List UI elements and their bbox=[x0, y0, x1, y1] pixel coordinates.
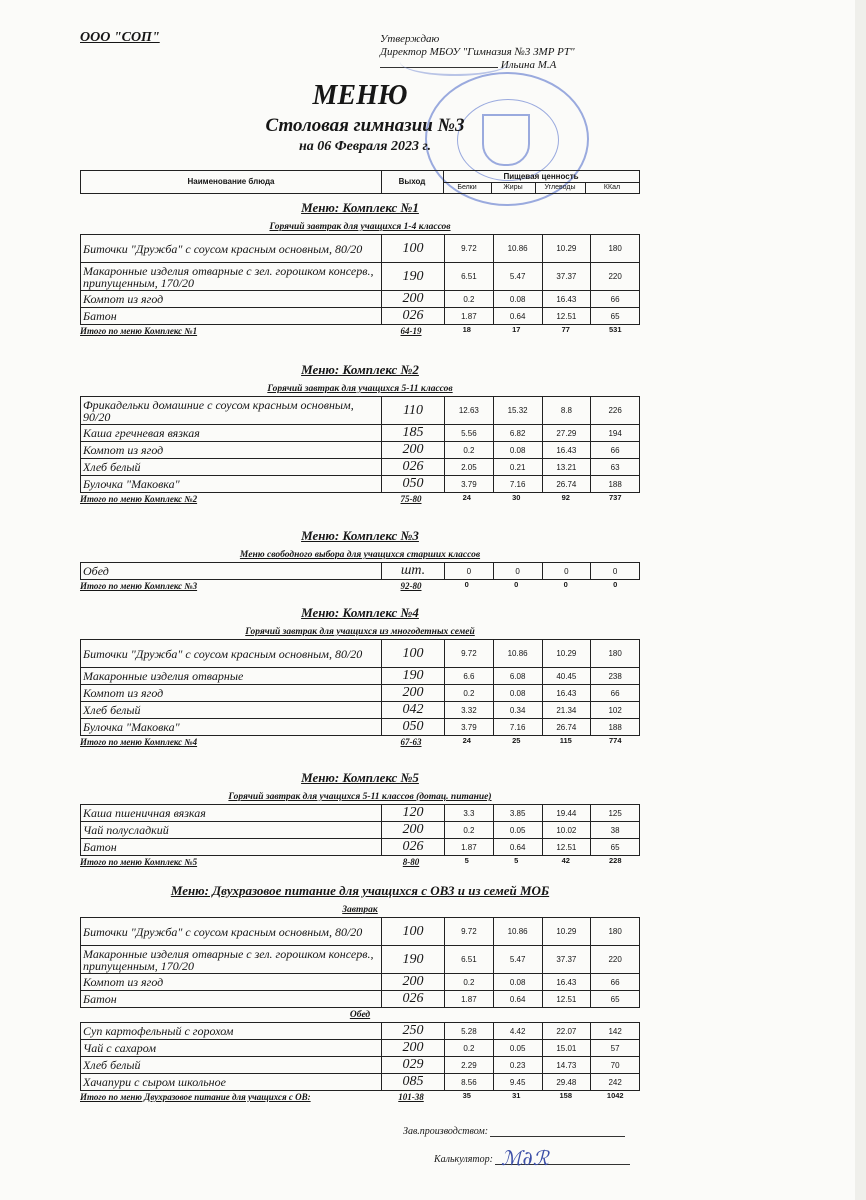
protein-value: 0.2 bbox=[445, 685, 494, 702]
fat-value: 15.32 bbox=[493, 397, 542, 425]
protein-value: 5.28 bbox=[445, 1023, 494, 1040]
dish-name: Биточки "Дружба" с соусом красным основным, 80/20 bbox=[81, 235, 382, 263]
dish-output: 110 bbox=[382, 397, 445, 425]
kcal-value: 65 bbox=[591, 839, 640, 856]
table-row bbox=[81, 640, 640, 668]
kcal-value: 66 bbox=[591, 291, 640, 308]
production-label: Зав.производством: bbox=[403, 1126, 489, 1137]
calculator-signature: ℳ∂ℛ bbox=[500, 1146, 549, 1170]
table-row bbox=[81, 702, 640, 719]
carbs-value: 22.07 bbox=[542, 1023, 591, 1040]
fat-value: 0.05 bbox=[493, 822, 542, 839]
protein-value: 3.3 bbox=[445, 805, 494, 822]
dish-table bbox=[80, 396, 640, 493]
dish-name: Хлеб белый bbox=[81, 702, 382, 719]
table-row bbox=[81, 1074, 640, 1091]
fat-value: 10.86 bbox=[493, 918, 542, 946]
fat-value: 0.08 bbox=[493, 974, 542, 991]
carbs-value: 40.45 bbox=[542, 668, 591, 685]
fat-value: 4.42 bbox=[493, 1023, 542, 1040]
protein-value: 9.72 bbox=[445, 640, 494, 668]
total-price: 101-38 bbox=[398, 1092, 424, 1102]
dish-output: 050 bbox=[382, 719, 445, 736]
total-carbs: 158 bbox=[559, 1091, 572, 1100]
dish-output: 085 bbox=[382, 1074, 445, 1091]
protein-value: 12.63 bbox=[445, 397, 494, 425]
table-row bbox=[81, 235, 640, 263]
dish-output: шт. bbox=[382, 563, 445, 580]
dish-name: Компот из ягод bbox=[81, 685, 382, 702]
carbs-value: 37.37 bbox=[542, 263, 591, 291]
dish-name: Батон bbox=[81, 839, 382, 856]
menu-section bbox=[80, 882, 640, 1103]
dish-name: Суп картофельный с горохом bbox=[81, 1023, 382, 1040]
header-output: Выход bbox=[381, 171, 444, 193]
page-edge bbox=[855, 0, 866, 1200]
fat-value: 9.45 bbox=[493, 1074, 542, 1091]
protein-value: 3.79 bbox=[445, 476, 494, 493]
table-row bbox=[81, 974, 640, 991]
dish-name: Булочка "Маковка" bbox=[81, 719, 382, 736]
dish-name: Обед bbox=[81, 563, 382, 580]
carbs-value: 37.37 bbox=[542, 946, 591, 974]
dish-output: 200 bbox=[382, 974, 445, 991]
carbs-value: 16.43 bbox=[542, 685, 591, 702]
carbs-value: 27.29 bbox=[542, 425, 591, 442]
total-fat: 31 bbox=[512, 1091, 521, 1100]
kcal-value: 63 bbox=[591, 459, 640, 476]
dish-output: 026 bbox=[382, 308, 445, 325]
table-row bbox=[81, 397, 640, 425]
total-protein: 24 bbox=[462, 736, 471, 745]
dish-name: Чай с сахаром bbox=[81, 1040, 382, 1057]
table-row bbox=[81, 308, 640, 325]
table-row bbox=[81, 918, 640, 946]
kcal-value: 66 bbox=[591, 974, 640, 991]
dish-output: 190 bbox=[382, 263, 445, 291]
protein-value: 0.2 bbox=[445, 822, 494, 839]
section-subtitle: Обед bbox=[349, 1010, 371, 1020]
carbs-value: 29.48 bbox=[542, 1074, 591, 1091]
table-row bbox=[81, 1023, 640, 1040]
fat-value: 7.16 bbox=[493, 476, 542, 493]
approve-line: Директор МБОУ "Гимназия №3 ЗМР РТ" bbox=[380, 46, 575, 58]
header-nutrition: Пищевая ценность bbox=[443, 171, 639, 183]
carbs-value: 10.29 bbox=[542, 235, 591, 263]
total-fat: 5 bbox=[514, 856, 519, 865]
fat-value: 0 bbox=[493, 563, 542, 580]
carbs-value: 19.44 bbox=[542, 805, 591, 822]
kcal-value: 188 bbox=[591, 476, 640, 493]
fat-value: 0.08 bbox=[493, 291, 542, 308]
protein-value: 3.32 bbox=[445, 702, 494, 719]
dish-name: Биточки "Дружба" с соусом красным основным, 80/20 bbox=[81, 918, 382, 946]
dish-output: 100 bbox=[382, 918, 445, 946]
dish-output: 100 bbox=[382, 235, 445, 263]
menu-title: МЕНЮ bbox=[312, 80, 408, 111]
fat-value: 0.08 bbox=[493, 685, 542, 702]
total-protein: 24 bbox=[462, 493, 471, 502]
dish-name: Каша гречневая вязкая bbox=[81, 425, 382, 442]
table-row bbox=[81, 291, 640, 308]
total-label: Итого по меню Двухразовое питание для учащихся с ОВ: bbox=[80, 1092, 311, 1102]
header-protein: Белки bbox=[443, 182, 492, 193]
dish-name: Макаронные изделия отварные с зел. горошком консерв., припущенным, 170/20 bbox=[81, 946, 382, 974]
dish-name: Компот из ягод bbox=[81, 442, 382, 459]
carbs-value: 26.74 bbox=[542, 476, 591, 493]
fat-value: 10.86 bbox=[493, 640, 542, 668]
total-carbs: 0 bbox=[563, 580, 568, 589]
dish-table bbox=[80, 804, 640, 856]
total-label: Итого по меню Комплекс №4 bbox=[80, 737, 198, 747]
carbs-value: 12.51 bbox=[542, 839, 591, 856]
dish-name: Макаронные изделия отварные bbox=[81, 668, 382, 685]
dish-output: 100 bbox=[382, 640, 445, 668]
dish-output: 190 bbox=[382, 946, 445, 974]
total-protein: 0 bbox=[464, 580, 469, 589]
protein-value: 1.87 bbox=[445, 839, 494, 856]
dish-output: 029 bbox=[382, 1057, 445, 1074]
dish-table bbox=[80, 234, 640, 325]
dish-table bbox=[80, 1022, 640, 1091]
fat-value: 0.08 bbox=[493, 442, 542, 459]
fat-value: 5.47 bbox=[493, 946, 542, 974]
header-carbs: Углеводы bbox=[535, 182, 586, 193]
canteen-title: Столовая гимназии №3 bbox=[265, 115, 465, 136]
director-name: Ильина М.А bbox=[500, 59, 557, 71]
kcal-value: 102 bbox=[591, 702, 640, 719]
kcal-value: 65 bbox=[591, 308, 640, 325]
section-title: Меню: Комплекс №3 bbox=[301, 528, 419, 543]
protein-value: 1.87 bbox=[445, 308, 494, 325]
protein-value: 9.72 bbox=[445, 918, 494, 946]
total-price: 75-80 bbox=[400, 494, 422, 504]
dish-output: 200 bbox=[382, 442, 445, 459]
carbs-value: 0 bbox=[542, 563, 591, 580]
protein-value: 6.51 bbox=[445, 946, 494, 974]
header-kcal: ККал bbox=[603, 184, 621, 191]
table-row bbox=[81, 459, 640, 476]
carbs-value: 10.29 bbox=[542, 640, 591, 668]
menu-date: на 06 Февраля 2023 г. bbox=[298, 139, 432, 154]
total-price: 67-63 bbox=[400, 737, 422, 747]
header-dish-name: Наименование блюда bbox=[81, 171, 382, 193]
dish-output: 200 bbox=[382, 822, 445, 839]
dish-output: 185 bbox=[382, 425, 445, 442]
section-subtitle: Горячий завтрак для учащихся 5-11 классов (дотац. питание) bbox=[228, 792, 492, 802]
carbs-value: 10.02 bbox=[542, 822, 591, 839]
dish-table bbox=[80, 562, 640, 580]
protein-value: 2.29 bbox=[445, 1057, 494, 1074]
dish-table bbox=[80, 917, 640, 1008]
carbs-value: 15.01 bbox=[542, 1040, 591, 1057]
kcal-value: 66 bbox=[591, 442, 640, 459]
total-price: 64-19 bbox=[400, 326, 422, 336]
protein-value: 0.2 bbox=[445, 1040, 494, 1057]
dish-output: 200 bbox=[382, 1040, 445, 1057]
calculator-line bbox=[434, 1146, 630, 1170]
total-label: Итого по меню Комплекс №3 bbox=[80, 581, 198, 591]
fat-value: 0.21 bbox=[493, 459, 542, 476]
fat-value: 5.47 bbox=[493, 263, 542, 291]
table-row bbox=[81, 1040, 640, 1057]
total-carbs: 115 bbox=[559, 736, 572, 745]
menu-section bbox=[80, 199, 640, 337]
dish-output: 050 bbox=[382, 476, 445, 493]
kcal-value: 220 bbox=[591, 946, 640, 974]
fat-value: 0.34 bbox=[493, 702, 542, 719]
kcal-value: 180 bbox=[591, 918, 640, 946]
menu-section bbox=[80, 361, 640, 505]
total-fat: 0 bbox=[514, 580, 519, 589]
calculator-label: Калькулятор: bbox=[434, 1154, 493, 1165]
protein-value: 1.87 bbox=[445, 991, 494, 1008]
protein-value: 3.79 bbox=[445, 719, 494, 736]
table-row bbox=[81, 946, 640, 974]
fat-value: 6.82 bbox=[493, 425, 542, 442]
carbs-value: 12.51 bbox=[542, 308, 591, 325]
kcal-value: 66 bbox=[591, 685, 640, 702]
total-label: Итого по меню Комплекс №5 bbox=[80, 857, 198, 867]
total-kcal: 531 bbox=[608, 325, 622, 334]
section-total bbox=[80, 325, 640, 337]
header-fat: Жиры bbox=[491, 182, 536, 193]
dish-output: 190 bbox=[382, 668, 445, 685]
protein-value: 2.05 bbox=[445, 459, 494, 476]
dish-name: Биточки "Дружба" с соусом красным основным, 80/20 bbox=[81, 640, 382, 668]
dish-name: Компот из ягод bbox=[81, 291, 382, 308]
fat-value: 7.16 bbox=[493, 719, 542, 736]
dish-name: Каша пшеничная вязкая bbox=[81, 805, 382, 822]
carbs-value: 14.73 bbox=[542, 1057, 591, 1074]
fat-value: 6.08 bbox=[493, 668, 542, 685]
carbs-value: 13.21 bbox=[542, 459, 591, 476]
dish-name: Батон bbox=[81, 308, 382, 325]
kcal-value: 65 bbox=[591, 991, 640, 1008]
dish-output: 042 bbox=[382, 702, 445, 719]
table-row bbox=[81, 991, 640, 1008]
approve-line: Утверждаю bbox=[380, 33, 440, 45]
fat-value: 0.05 bbox=[493, 1040, 542, 1057]
dish-name: Батон bbox=[81, 991, 382, 1008]
kcal-value: 226 bbox=[591, 397, 640, 425]
total-fat: 17 bbox=[512, 325, 521, 334]
protein-value: 0 bbox=[445, 563, 494, 580]
dish-name: Чай полусладкий bbox=[81, 822, 382, 839]
fat-value: 0.64 bbox=[493, 991, 542, 1008]
total-protein: 5 bbox=[464, 856, 469, 865]
section-subtitle: Горячий завтрак для учащихся 5-11 классов bbox=[267, 384, 453, 394]
kcal-value: 188 bbox=[591, 719, 640, 736]
dish-name: Булочка "Маковка" bbox=[81, 476, 382, 493]
dish-name: Фрикадельки домашние с соусом красным основным, 90/20 bbox=[81, 397, 382, 425]
fat-value: 0.23 bbox=[493, 1057, 542, 1074]
kcal-value: 142 bbox=[591, 1023, 640, 1040]
total-protein: 18 bbox=[462, 325, 471, 334]
total-kcal: 737 bbox=[608, 493, 622, 502]
menu-section bbox=[80, 769, 640, 868]
production-manager-line bbox=[403, 1126, 625, 1137]
table-row bbox=[81, 563, 640, 580]
total-carbs: 42 bbox=[561, 856, 570, 865]
carbs-value: 8.8 bbox=[542, 397, 591, 425]
carbs-value: 12.51 bbox=[542, 991, 591, 1008]
kcal-value: 238 bbox=[591, 668, 640, 685]
total-label: Итого по меню Комплекс №2 bbox=[80, 494, 198, 504]
protein-value: 6.51 bbox=[445, 263, 494, 291]
section-total bbox=[80, 1091, 640, 1103]
kcal-value: 180 bbox=[591, 640, 640, 668]
section-title: Меню: Комплекс №1 bbox=[301, 200, 419, 215]
fat-value: 0.64 bbox=[493, 308, 542, 325]
table-row bbox=[81, 839, 640, 856]
total-fat: 30 bbox=[512, 493, 521, 502]
dish-name: Хлеб белый bbox=[81, 459, 382, 476]
table-header bbox=[80, 170, 640, 194]
section-subtitle: Горячий завтрак для учащихся из многодетных семей bbox=[245, 627, 475, 637]
kcal-value: 180 bbox=[591, 235, 640, 263]
dish-output: 026 bbox=[382, 991, 445, 1008]
section-total bbox=[80, 580, 640, 592]
kcal-value: 0 bbox=[591, 563, 640, 580]
carbs-value: 26.74 bbox=[542, 719, 591, 736]
fat-value: 3.85 bbox=[493, 805, 542, 822]
table-row bbox=[81, 822, 640, 839]
fat-value: 0.64 bbox=[493, 839, 542, 856]
section-title: Меню: Комплекс №4 bbox=[301, 605, 419, 620]
total-label: Итого по меню Комплекс №1 bbox=[80, 326, 198, 336]
protein-value: 8.56 bbox=[445, 1074, 494, 1091]
carbs-value: 21.34 bbox=[542, 702, 591, 719]
menu-section bbox=[80, 604, 640, 748]
kcal-value: 70 bbox=[591, 1057, 640, 1074]
protein-value: 5.56 bbox=[445, 425, 494, 442]
kcal-value: 220 bbox=[591, 263, 640, 291]
section-title: Меню: Комплекс №2 bbox=[301, 362, 419, 377]
table-row bbox=[81, 685, 640, 702]
total-fat: 25 bbox=[512, 736, 521, 745]
dish-name: Компот из ягод bbox=[81, 974, 382, 991]
section-subtitle: Горячий завтрак для учащихся 1-4 классов bbox=[269, 222, 451, 232]
total-kcal: 1042 bbox=[606, 1091, 624, 1100]
kcal-value: 125 bbox=[591, 805, 640, 822]
kcal-value: 38 bbox=[591, 822, 640, 839]
dish-name: Макаронные изделия отварные с зел. горошком консерв., припущенным, 170/20 bbox=[81, 263, 382, 291]
table-row bbox=[81, 476, 640, 493]
kcal-value: 194 bbox=[591, 425, 640, 442]
dish-name: Хлеб белый bbox=[81, 1057, 382, 1074]
total-price: 92-80 bbox=[400, 581, 422, 591]
table-row bbox=[81, 1057, 640, 1074]
carbs-value: 10.29 bbox=[542, 918, 591, 946]
protein-value: 0.2 bbox=[445, 291, 494, 308]
section-subtitle: Завтрак bbox=[342, 905, 378, 915]
protein-value: 6.6 bbox=[445, 668, 494, 685]
total-carbs: 77 bbox=[561, 325, 570, 334]
dish-table bbox=[80, 639, 640, 736]
menu-section bbox=[80, 527, 640, 592]
dish-output: 250 bbox=[382, 1023, 445, 1040]
total-kcal: 0 bbox=[613, 580, 618, 589]
dish-output: 026 bbox=[382, 839, 445, 856]
fat-value: 10.86 bbox=[493, 235, 542, 263]
table-row bbox=[81, 263, 640, 291]
total-kcal: 228 bbox=[608, 856, 622, 865]
total-price: 8-80 bbox=[402, 857, 420, 867]
table-row bbox=[81, 805, 640, 822]
section-title: Меню: Двухразовое питание для учащихся с ОВЗ и из семей МОБ bbox=[170, 883, 550, 898]
protein-value: 0.2 bbox=[445, 974, 494, 991]
table-row bbox=[81, 425, 640, 442]
section-total bbox=[80, 736, 640, 748]
section-title: Меню: Комплекс №5 bbox=[301, 770, 419, 785]
total-kcal: 774 bbox=[608, 736, 622, 745]
carbs-value: 16.43 bbox=[542, 291, 591, 308]
company-name: ООО "СОП" bbox=[80, 30, 160, 45]
dish-output: 200 bbox=[382, 291, 445, 308]
protein-value: 9.72 bbox=[445, 235, 494, 263]
section-total bbox=[80, 493, 640, 505]
carbs-value: 16.43 bbox=[542, 974, 591, 991]
dish-output: 120 bbox=[382, 805, 445, 822]
dish-output: 200 bbox=[382, 685, 445, 702]
kcal-value: 57 bbox=[591, 1040, 640, 1057]
dish-output: 026 bbox=[382, 459, 445, 476]
table-row bbox=[81, 442, 640, 459]
dish-name: Хачапури с сыром школьное bbox=[81, 1074, 382, 1091]
total-protein: 35 bbox=[462, 1091, 471, 1100]
protein-value: 0.2 bbox=[445, 442, 494, 459]
section-total bbox=[80, 856, 640, 868]
table-row bbox=[81, 668, 640, 685]
section-subtitle: Меню свободного выбора для учащихся старших классов bbox=[239, 550, 481, 560]
table-row bbox=[81, 719, 640, 736]
total-carbs: 92 bbox=[561, 493, 570, 502]
kcal-value: 242 bbox=[591, 1074, 640, 1091]
carbs-value: 16.43 bbox=[542, 442, 591, 459]
